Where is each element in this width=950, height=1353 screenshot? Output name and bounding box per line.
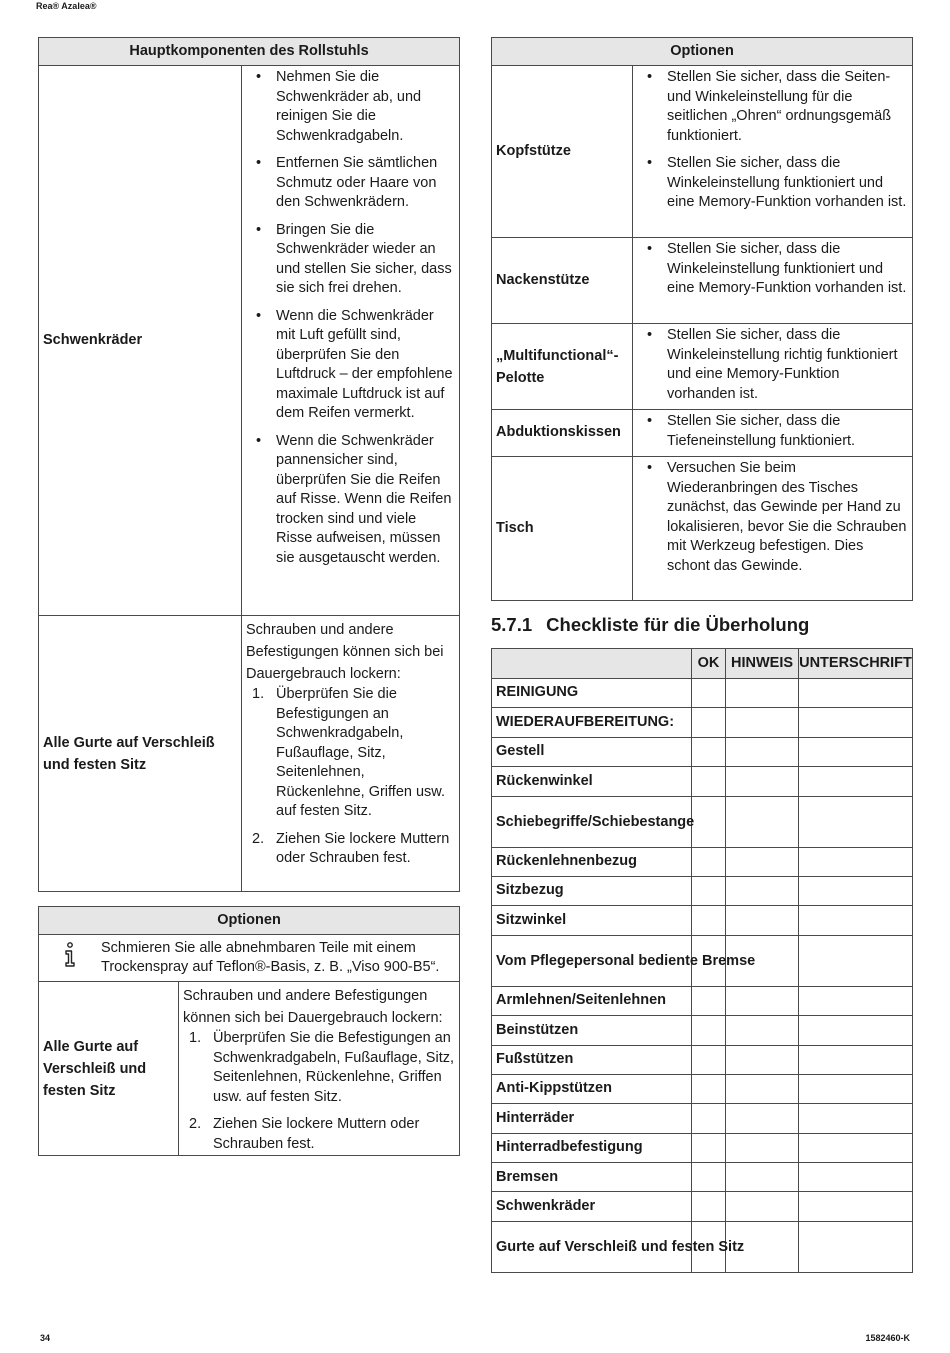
checklist-note-cell[interactable] [726,1192,799,1221]
checklist-item-label: Rückenwinkel [492,767,692,796]
checklist-table [491,648,913,1273]
checklist-signature-cell[interactable] [799,1133,913,1162]
checklist-note-cell[interactable] [726,1074,799,1103]
neckrest-bullet-list [637,240,908,299]
checklist-row [492,767,913,796]
checklist-ok-cell[interactable] [692,876,726,905]
options-belts-intro: Schrauben und andere Befestigungen können sich bei Dauergebrauch lockern: [183,988,443,1026]
checklist-item-label: Hinterräder [492,1104,692,1133]
list-item: • Stellen Sie sicher, dass die Winkeleinstellung funktioniert und eine Memory-Funktion vorhanden ist. [647,155,907,210]
checklist-row [492,1074,913,1103]
list-item: • Stellen Sie sicher, dass die Tiefeneinstellung funktioniert. [647,413,856,449]
swivel-label: Schwenkräder [39,66,242,616]
checklist-item-label: Hinterradbefestigung [492,1133,692,1162]
section-number: 5.7.1 [491,614,533,635]
list-item: • Stellen Sie sicher, dass die Winkeleinstellung richtig funktioniert und eine Memory-Funktion vorhanden ist. [647,327,898,402]
list-item: 2. Ziehen Sie lockere Muttern oder Schrauben fest. [189,1116,420,1152]
checklist-item-label: Anti-Kippstützen [492,1074,692,1103]
brand-header: Rea® Azalea® [36,1,97,11]
list-item: • Stellen Sie sicher, dass die Seiten- und Winkeleinstellung für die seitlichen „Ohren“ ordnungsgemäß funktioniert. [647,69,892,144]
checklist-item-label: Sitzbezug [492,876,692,905]
checklist-note-cell[interactable] [726,986,799,1015]
checklist-ok-cell[interactable] [692,1104,726,1133]
checklist-signature-cell[interactable] [799,1016,913,1045]
list-item: 2. Ziehen Sie lockere Muttern oder Schrauben fest. [252,830,450,866]
checklist-note-cell[interactable] [726,708,799,737]
checklist-item-label: WIEDERAUFBEREITUNG: [492,708,692,737]
checklist-item-label: Vom Pflegepersonal bediente Bremse [492,935,692,986]
list-item: • Nehmen Sie die Schwenkräder ab, und reinigen Sie die Schwenkradgabeln. [256,69,422,144]
checklist-ok-cell[interactable] [692,1192,726,1221]
checklist-col-item [492,649,692,679]
table-bullet-list [637,459,908,576]
checklist-signature-cell[interactable] [799,737,913,766]
checklist-item-label: Schwenkräder [492,1192,692,1221]
checklist-note-cell[interactable] [726,847,799,876]
checklist-note-cell[interactable] [726,876,799,905]
page-number: 34 [40,1333,51,1343]
checklist-row [492,935,913,986]
checklist-signature-cell[interactable] [799,1074,913,1103]
checklist-ok-cell[interactable] [692,737,726,766]
checklist-row [492,796,913,847]
checklist-note-cell[interactable] [726,796,799,847]
checklist-item-label: Rückenlehnenbezug [492,847,692,876]
checklist-signature-cell[interactable] [799,679,913,708]
checklist-row [492,906,913,935]
checklist-body [492,679,913,1273]
checklist-row [492,1221,913,1272]
checklist-note-cell[interactable] [726,679,799,708]
checklist-row [492,1016,913,1045]
checklist-signature-cell[interactable] [799,796,913,847]
checklist-note-cell[interactable] [726,1133,799,1162]
list-item: • Entfernen Sie sämtlichen Schmutz oder Haare von den Schwenkrädern. [256,155,438,210]
checklist-signature-cell[interactable] [799,986,913,1015]
checklist-signature-cell[interactable] [799,1104,913,1133]
checklist-col-ok: OK [692,649,726,679]
checklist-row [492,737,913,766]
checklist-note-cell[interactable] [726,1104,799,1133]
checklist-signature-cell[interactable] [799,1045,913,1074]
pelotte-label: „Multifunctional“-Pelotte [492,324,633,410]
section-title: Checkliste für die Überholung [546,614,810,635]
checklist-note-cell[interactable] [726,737,799,766]
options-left-title: Optionen [39,907,460,935]
list-item: 1. Überprüfen Sie die Befestigungen an Schwenkradgabeln, Fußauflage, Sitz, Seitenlehnen, Rückenlehne, Griffen usw. auf festen Sitz. [189,1030,454,1105]
list-item: • Bringen Sie die Schwenkräder wieder an und stellen Sie sicher, dass sie sich frei drehen. [256,221,452,296]
checklist-ok-cell[interactable] [692,1016,726,1045]
table-label: Tisch [492,457,633,601]
headrest-label: Kopfstütze [492,66,633,238]
checklist-signature-cell[interactable] [799,935,913,986]
checklist-signature-cell[interactable] [799,906,913,935]
belts-label: Alle Gurte auf Verschleiß und festen Sitz [39,616,242,892]
belts-intro: Schrauben und andere Befestigungen können sich bei Dauergebrauch lockern: [246,622,444,682]
options-belts-step-list [183,1029,455,1154]
checklist-signature-cell[interactable] [799,1221,913,1272]
checklist-signature-cell[interactable] [799,1192,913,1221]
list-item: • Stellen Sie sicher, dass die Winkeleinstellung funktioniert und eine Memory-Funktion vorhanden ist. [647,241,907,296]
options-right-table [491,37,913,601]
checklist-heading [491,614,809,636]
options-note: Schmieren Sie alle abnehmbaren Teile mit einem Trockenspray auf Teflon®-Basis, z. B. „Viso 900-B5“. [101,939,440,975]
checklist-row [492,1163,913,1192]
list-item: • Wenn die Schwenkräder pannensicher sind, überprüfen Sie die Reifen auf Risse. Wenn die Reifen trocken sind und viele Risse aufweisen, müssen sie ausgetauscht werden. [256,432,452,566]
headrest-bullet-list [637,68,908,213]
checklist-item-label: Gurte auf Verschleiß und festen Sitz [492,1221,692,1272]
checklist-row [492,1104,913,1133]
checklist-ok-cell[interactable] [692,708,726,737]
main-components-title: Hauptkomponenten des Rollstuhls [39,38,460,66]
checklist-ok-cell[interactable] [692,906,726,935]
checklist-item-label: Bremsen [492,1163,692,1192]
checklist-item-label: Gestell [492,737,692,766]
neckrest-label: Nackenstütze [492,238,633,324]
checklist-ok-cell[interactable] [692,796,726,847]
checklist-ok-cell[interactable] [692,847,726,876]
checklist-row [492,986,913,1015]
options-left-table [38,906,460,1156]
checklist-ok-cell[interactable] [692,679,726,708]
abduction-bullet-list [637,412,908,451]
list-item: • Wenn die Schwenkräder mit Luft gefüllt sind, überprüfen Sie den Luftdruck – der empfohlene maximale Luftdruck ist auf dem Reifen vermerkt. [256,307,453,421]
checklist-row [492,708,913,737]
checklist-ok-cell[interactable] [692,986,726,1015]
checklist-item-label: Armlehnen/Seitenlehnen [492,986,692,1015]
swivel-bullet-list [246,68,455,568]
checklist-item-label: Fußstützen [492,1045,692,1074]
checklist-signature-cell[interactable] [799,708,913,737]
checklist-signature-cell[interactable] [799,767,913,796]
checklist-ok-cell[interactable] [692,1045,726,1074]
document-number: 1582460-K [865,1333,910,1343]
checklist-ok-cell[interactable] [692,1163,726,1192]
checklist-row [492,1133,913,1162]
checklist-note-cell[interactable] [726,1016,799,1045]
checklist-item-label: Sitzwinkel [492,906,692,935]
checklist-item-label: REINIGUNG [492,679,692,708]
main-components-table [38,37,460,892]
checklist-signature-cell[interactable] [799,876,913,905]
options-right-title: Optionen [492,38,913,66]
checklist-note-cell[interactable] [726,767,799,796]
checklist-note-cell[interactable] [726,1045,799,1074]
checklist-note-cell[interactable] [726,906,799,935]
checklist-col-signature: UNTERSCHRIFT [799,649,913,679]
pelotte-bullet-list [637,326,908,404]
options-belts-label: Alle Gurte auf Verschleiß und festen Sitz [39,982,179,1156]
checklist-row [492,1045,913,1074]
checklist-ok-cell[interactable] [692,1133,726,1162]
checklist-signature-cell[interactable] [799,847,913,876]
belts-step-list [246,685,455,869]
abduction-label: Abduktionskissen [492,410,633,457]
checklist-signature-cell[interactable] [799,1163,913,1192]
checklist-ok-cell[interactable] [692,1074,726,1103]
list-item: 1. Überprüfen Sie die Befestigungen an Schwenkradgabeln, Fußauflage, Sitz, Seitenlehnen, Rückenlehne, Griffen usw. auf festen Sitz. [252,686,445,819]
checklist-row [492,876,913,905]
checklist-ok-cell[interactable] [692,767,726,796]
checklist-row [492,847,913,876]
list-item: • Versuchen Sie beim Wiederanbringen des Tisches zunächst, das Gewinde per Hand zu lokalisieren, bevor Sie die Schrauben mit Werkzeug befestigen. Dies schont das Gewinde. [647,460,907,574]
checklist-item-label: Beinstützen [492,1016,692,1045]
checklist-row [492,1192,913,1221]
checklist-item-label: Schiebegriffe/Schiebestange [492,796,692,847]
checklist-note-cell[interactable] [726,1163,799,1192]
info-icon [39,942,101,975]
checklist-row [492,679,913,708]
checklist-col-note: HINWEIS [726,649,799,679]
